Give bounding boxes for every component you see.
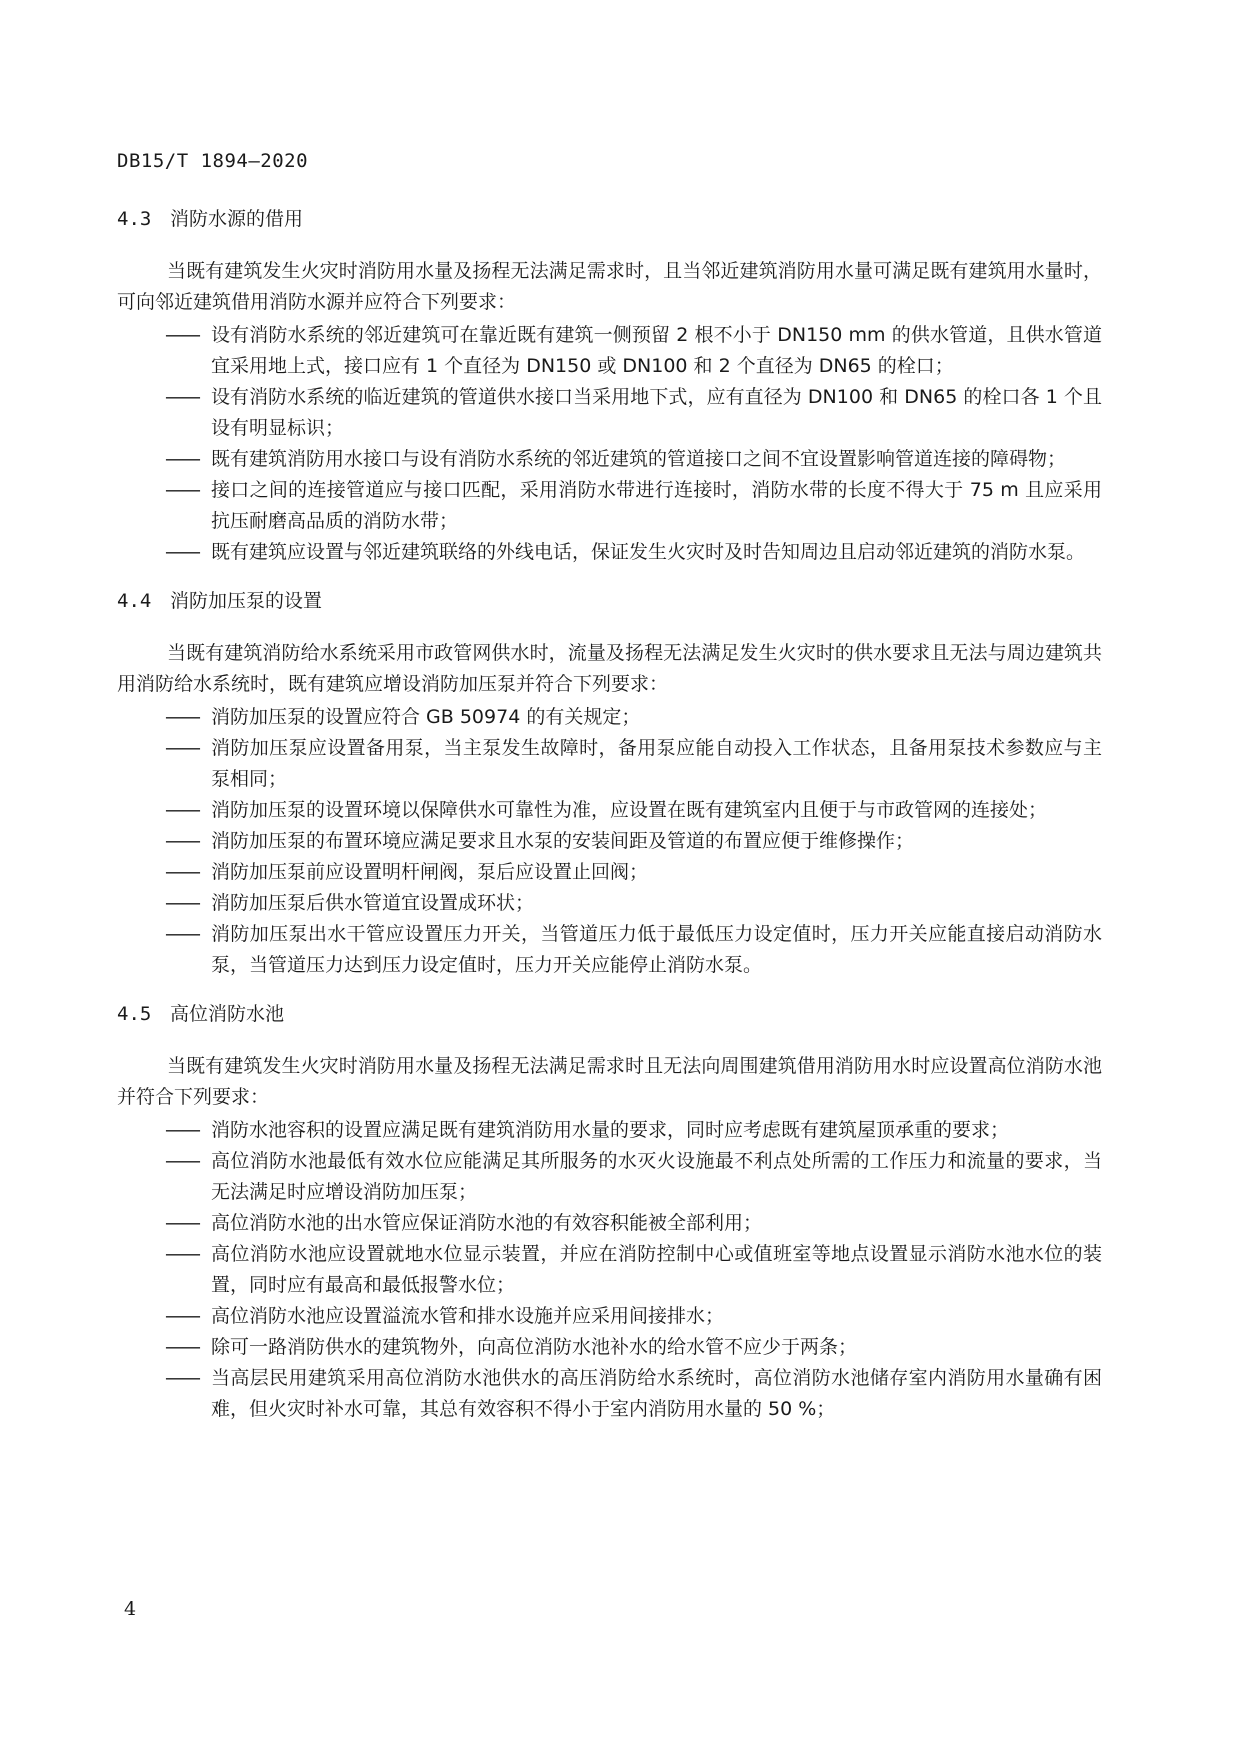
list-item-text: 接口之间的连接管道应与接口匹配，采用消防水带进行连接时，消防水带的长度不得大于 75 m 且应采用抗压耐磨高品质的消防水带； — [211, 479, 1102, 532]
dash-marker: —— — [165, 1243, 199, 1265]
list-item-text: 既有建筑应设置与邻近建筑联络的外线电话，保证发生火灾时及时告知周边且启动邻近建筑的消防水泵。 — [211, 541, 1086, 563]
dash-marker: —— — [165, 1336, 199, 1358]
list-item-text: 消防水池容积的设置应满足既有建筑消防用水量的要求，同时应考虑既有建筑屋顶承重的要求； — [211, 1119, 1010, 1141]
section-intro: 当既有建筑发生火灾时消防用水量及扬程无法满足需求时，且当邻近建筑消防用水量可满足既有建筑用水量时，可向邻近建筑借用消防水源并应符合下列要求： — [117, 260, 1102, 313]
list-item — [117, 1332, 1102, 1363]
list-item — [117, 888, 1102, 919]
list-item-text: 消防加压泵出水干管应设置压力开关，当管道压力低于最低压力设定值时，压力开关应能直接启动消防水泵，当管道压力达到压力设定值时，压力开关应能停止消防水泵。 — [211, 923, 1102, 976]
section-number: 4.4 — [117, 590, 152, 612]
list-item — [117, 1301, 1102, 1332]
list-item — [117, 1115, 1102, 1146]
list-item-text: 消防加压泵的布置环境应满足要求且水泵的安装间距及管道的布置应便于维修操作； — [211, 830, 915, 852]
section-intro: 当既有建筑消防给水系统采用市政管网供水时，流量及扬程无法满足发生火灾时的供水要求且无法与周边建筑共用消防给水系统时，既有建筑应增设消防加压泵并符合下列要求： — [117, 642, 1102, 695]
section-4-3 — [117, 204, 1102, 568]
section-title: 高位消防水池 — [170, 1003, 285, 1025]
document-code: DB15/T 1894—2020 — [117, 150, 309, 172]
section-title: 消防水源的借用 — [170, 208, 304, 230]
list-item-text: 消防加压泵后供水管道宜设置成环状； — [211, 892, 535, 914]
dash-marker: —— — [165, 737, 199, 759]
list-item-text: 高位消防水池应设置溢流水管和排水设施并应采用间接排水； — [211, 1305, 725, 1327]
list-item — [117, 1208, 1102, 1239]
dash-marker: —— — [165, 861, 199, 883]
list-item-text: 除可一路消防供水的建筑物外，向高位消防水池补水的给水管不应少于两条； — [211, 1336, 858, 1358]
section-number: 4.5 — [117, 1003, 152, 1025]
section-title: 消防加压泵的设置 — [170, 590, 323, 612]
dash-marker: —— — [165, 448, 199, 470]
dash-marker: —— — [165, 1305, 199, 1327]
page-number: 4 — [124, 1598, 137, 1620]
dash-marker: —— — [165, 1212, 199, 1234]
list-item — [117, 919, 1102, 981]
dash-marker: —— — [165, 1119, 199, 1141]
section-heading — [117, 586, 1102, 616]
list-item — [117, 702, 1102, 733]
section-4-5 — [117, 999, 1102, 1425]
list-item-text: 高位消防水池应设置就地水位显示装置，并应在消防控制中心或值班室等地点设置显示消防水池水位的装置，同时应有最高和最低报警水位； — [211, 1243, 1102, 1296]
dash-marker: —— — [165, 830, 199, 852]
list-item — [117, 1146, 1102, 1208]
list-item-text: 高位消防水池的出水管应保证消防水池的有效容积能被全部利用； — [211, 1212, 763, 1234]
dash-marker: —— — [165, 923, 199, 945]
section-intro: 当既有建筑发生火灾时消防用水量及扬程无法满足需求时且无法向周围建筑借用消防用水时应设置高位消防水池并符合下列要求： — [117, 1055, 1102, 1108]
dash-marker: —— — [165, 386, 199, 408]
list-item-text: 当高层民用建筑采用高位消防水池供水的高压消防给水系统时，高位消防水池储存室内消防用水量确有困难，但火灾时补水可靠，其总有效容积不得小于室内消防用水量的 50 %； — [211, 1367, 1102, 1420]
section-4-4 — [117, 586, 1102, 981]
section-heading — [117, 999, 1102, 1029]
list-item-text: 设有消防水系统的邻近建筑可在靠近既有建筑一侧预留 2 根不小于 DN150 mm 的供水管道，且供水管道宜采用地上式，接口应有 1 个直径为 DN150 或 DN100 和 2 个直径为 DN65 的栓口； — [211, 324, 1102, 377]
list-item — [117, 1363, 1102, 1425]
list-item — [117, 444, 1102, 475]
dash-marker: —— — [165, 1367, 199, 1389]
document-body — [117, 204, 1102, 1425]
list-item-text: 消防加压泵应设置备用泵，当主泵发生故障时，备用泵应能自动投入工作状态，且备用泵技术参数应与主泵相同； — [211, 737, 1102, 790]
dash-marker: —— — [165, 324, 199, 346]
dash-marker: —— — [165, 892, 199, 914]
section-spacer — [117, 981, 1102, 999]
list-item-text: 消防加压泵前应设置明杆闸阀，泵后应设置止回阀； — [211, 861, 649, 883]
list-item-text: 消防加压泵的设置应符合 GB 50974 的有关规定； — [211, 706, 641, 728]
list-item-text: 设有消防水系统的临近建筑的管道供水接口当采用地下式，应有直径为 DN100 和 DN65 的栓口各 1 个且设有明显标识； — [211, 386, 1102, 439]
list-item — [117, 826, 1102, 857]
list-item-text: 高位消防水池最低有效水位应能满足其所服务的水灭火设施最不利点处所需的工作压力和流量的要求，当无法满足时应增设消防加压泵； — [211, 1150, 1102, 1203]
list-item-text: 既有建筑消防用水接口与设有消防水系统的邻近建筑的管道接口之间不宜设置影响管道连接的障碍物； — [211, 448, 1067, 470]
dash-marker: —— — [165, 799, 199, 821]
list-item — [117, 382, 1102, 444]
list-item — [117, 475, 1102, 537]
list-item — [117, 733, 1102, 795]
list-item-text: 消防加压泵的设置环境以保障供水可靠性为准，应设置在既有建筑室内且便于与市政管网的连接处； — [211, 799, 1048, 821]
dash-marker: —— — [165, 706, 199, 728]
dash-marker: —— — [165, 479, 199, 501]
list-item — [117, 537, 1102, 568]
dash-marker: —— — [165, 541, 199, 563]
dash-marker: —— — [165, 1150, 199, 1172]
list-item — [117, 1239, 1102, 1301]
section-number: 4.3 — [117, 208, 152, 230]
section-spacer — [117, 568, 1102, 586]
list-item — [117, 857, 1102, 888]
list-item — [117, 320, 1102, 382]
list-item — [117, 795, 1102, 826]
section-heading — [117, 204, 1102, 234]
